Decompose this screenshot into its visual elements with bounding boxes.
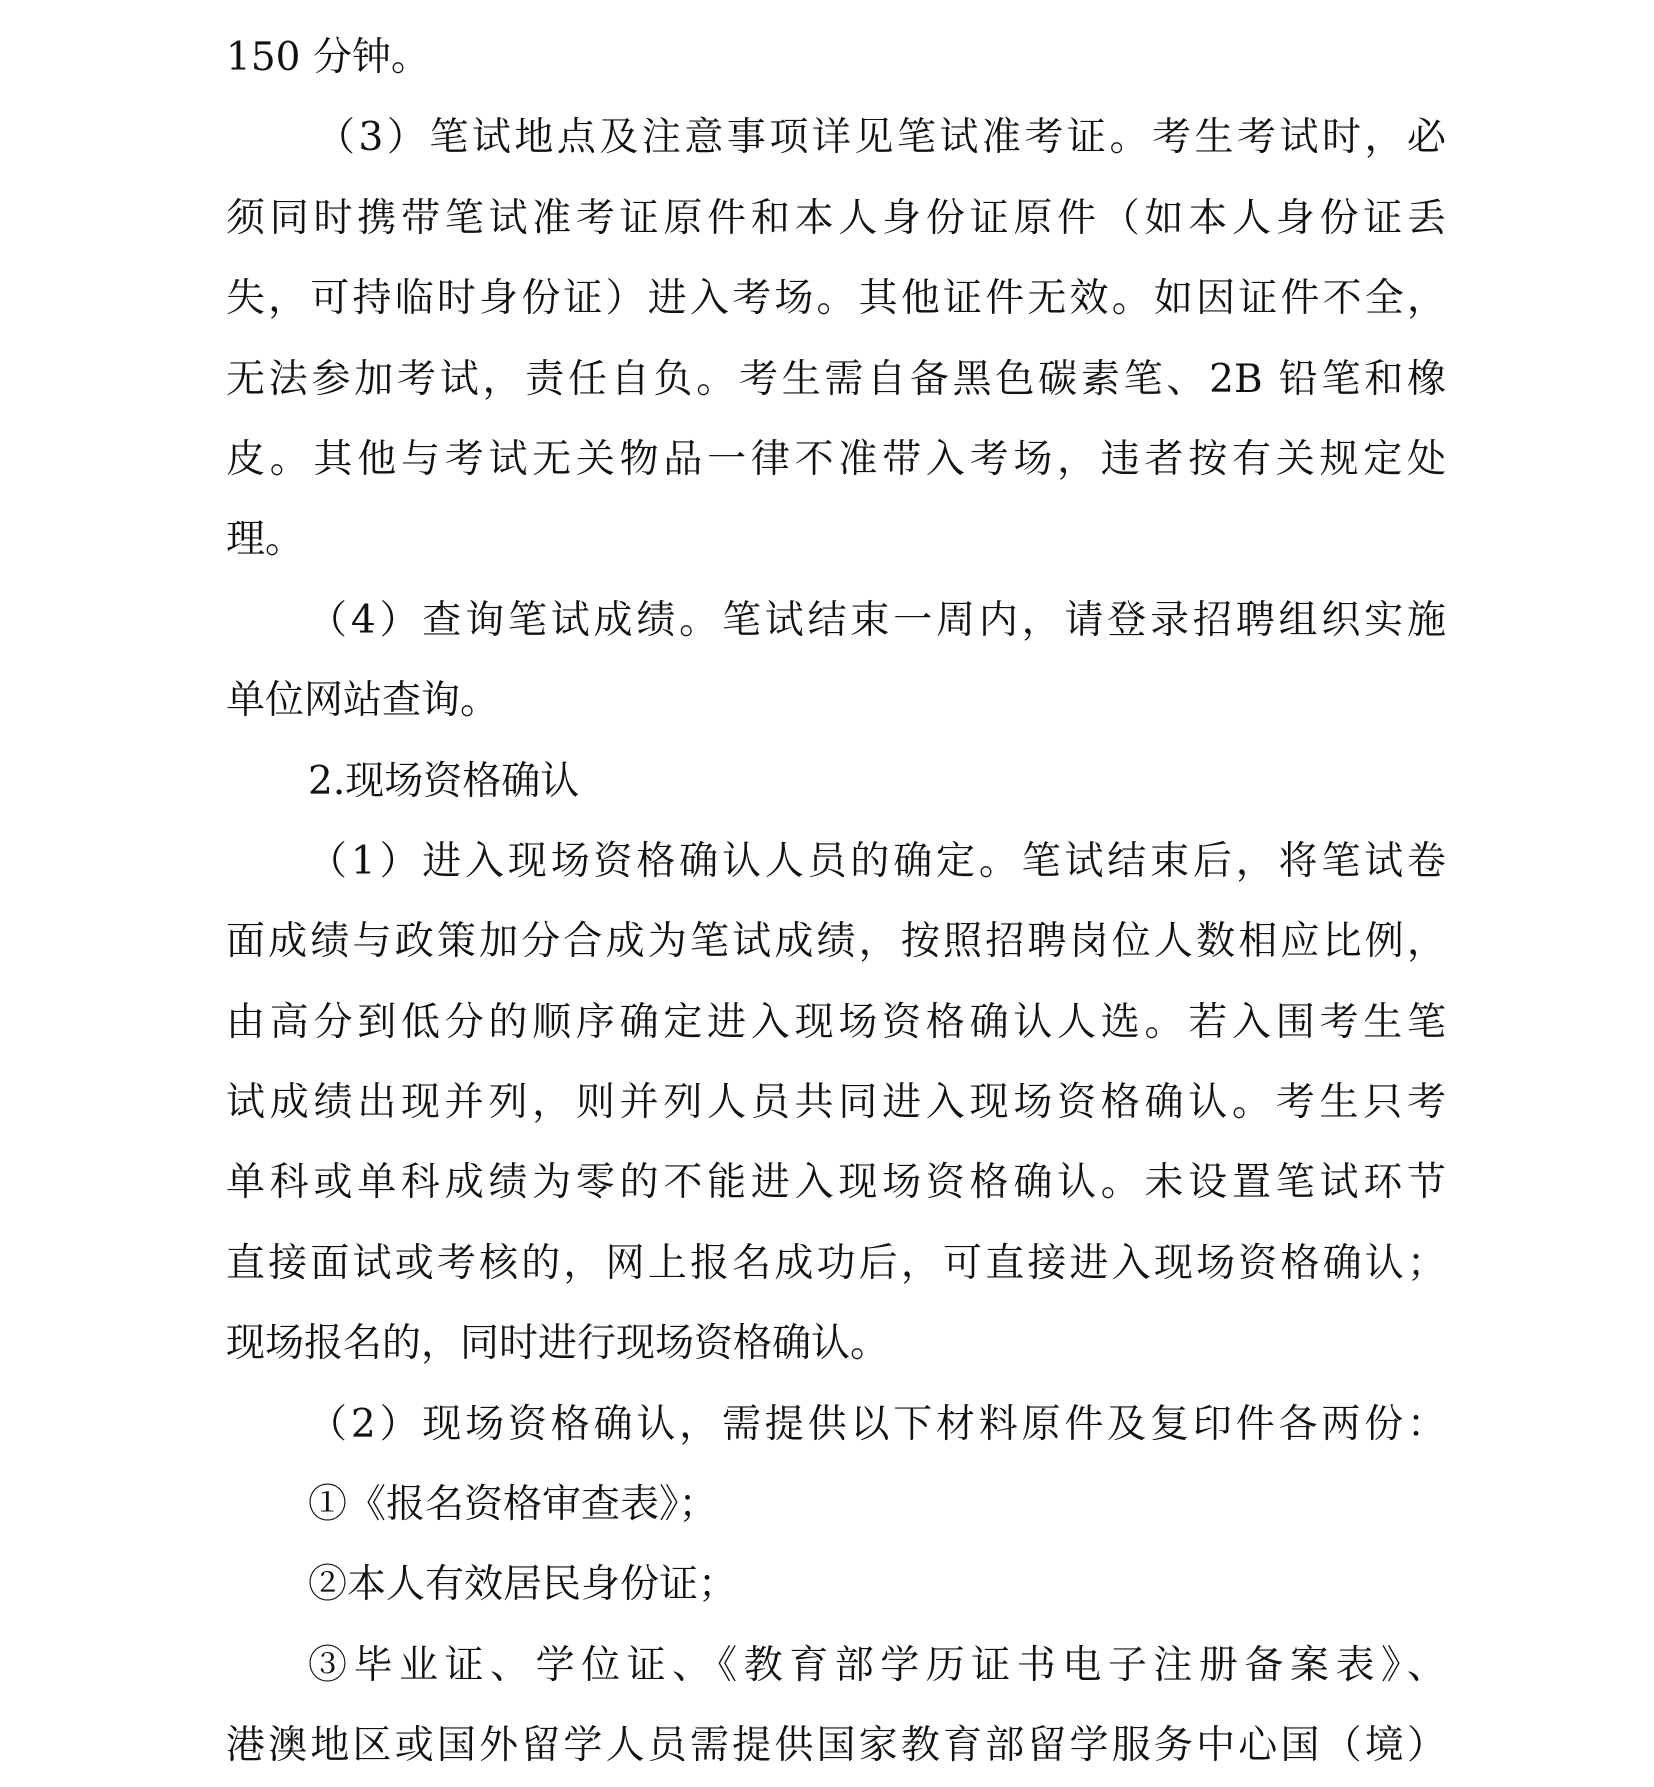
text-line-16: 直接面试或考核的，网上报名成功后，可直接进入现场资格确认； (226, 1240, 1446, 1286)
text-line-14: 试成绩出现并列，则并列人员共同进入现场资格确认。考生只考 (226, 1080, 1446, 1126)
text-line-5: 无法参加考试，责任自负。考生需自备黑色碳素笔、2B 铅笔和橡 (226, 356, 1446, 402)
text-line-18: （2）现场资格确认，需提供以下材料原件及复印件各两份： (308, 1401, 1446, 1447)
text-line-11: （1）进入现场资格确认人员的确定。笔试结束后，将笔试卷 (308, 838, 1446, 884)
text-line-6: 皮。其他与考试无关物品一律不准带入考场，违者按有关规定处 (226, 436, 1446, 482)
text-line-17: 现场报名的，同时进行现场资格确认。 (226, 1321, 890, 1367)
list-item-1: ①《报名资格审查表》； (308, 1482, 718, 1528)
text-line-7: 理。 (226, 517, 305, 563)
text-line-15: 单科或单科成绩为零的不能进入现场资格确认。未设置笔试环节 (226, 1160, 1446, 1206)
section-heading: 2.现场资格确认 (308, 758, 580, 804)
text-line-12: 面成绩与政策加分合成为笔试成绩，按照招聘岗位人数相应比例， (226, 919, 1446, 965)
text-line-9: 单位网站查询。 (226, 678, 500, 724)
text-line-13: 由高分到低分的顺序确定进入现场资格确认人选。若入围考生笔 (226, 999, 1446, 1045)
text-line-22: 港澳地区或国外留学人员需提供国家教育部留学服务中心国（境） (226, 1723, 1446, 1769)
text-line-1: 150 分钟。 (226, 35, 430, 80)
text-line-4: 失，可持临时身份证）进入考场。其他证件无效。如因证件不全， (226, 276, 1446, 322)
text-line-3: 须同时携带笔试准考证原件和本人身份证原件（如本人身份证丢 (226, 195, 1446, 241)
text-line-2: （3）笔试地点及注意事项详见笔试准考证。考生考试时，必 (316, 115, 1446, 161)
list-item-3: ③毕业证、学位证、《教育部学历证书电子注册备案表》、 (308, 1642, 1446, 1688)
document-page (226, 18, 1446, 1787)
list-item-2: ②本人有效居民身份证； (308, 1562, 738, 1608)
text-line-8: （4）查询笔试成绩。笔试结束一周内，请登录招聘组织实施 (308, 597, 1446, 643)
